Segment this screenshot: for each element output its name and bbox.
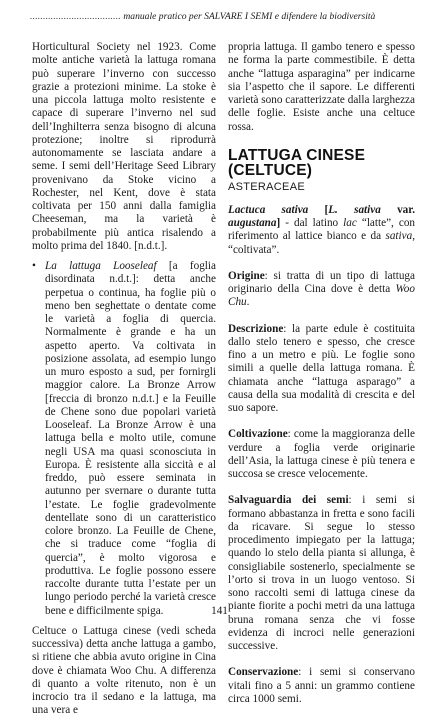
entry-title-line1: LATTUGA CINESE — [228, 146, 366, 164]
latin-bracket-open: [ — [308, 203, 329, 216]
origine-end: . — [246, 296, 250, 309]
section-salvaguardia — [228, 494, 415, 653]
etymology-lac: lac — [343, 217, 357, 229]
paragraph-celtuce-intro: Celtuce o Lattuga cinese (vedi scheda successiva) detta anche lattuga a gambo, si ritiene che abbia avuto origine in Cina dove è chiamata Woo Chu. A differenza di quanto a volte ritenuto, non è un incrocio tra il sedano e la lattuga, ma una vera e — [32, 624, 216, 717]
header-title: manuale pratico per SALVARE I SEMI e difendere la biodiversità — [123, 11, 376, 22]
latin-abbrev: L. sativa — [328, 203, 381, 216]
conservazione-label: Conservazione — [228, 666, 299, 679]
latin-name-paragraph — [228, 204, 415, 257]
origine-name: Woo Chu — [228, 283, 415, 309]
salvaguardia-label: Salvaguardia dei semi — [228, 494, 349, 507]
latin-var: var. — [380, 203, 415, 216]
running-header — [30, 10, 418, 24]
salvaguardia-text: : i semi si formano abbastanza in fretta e sono facili da ricavare. Si segue lo stesso procedimento impiegato per la lattuga; quando lo stelo della pianta si allunga, è consigliabile sostenerlo, specialmente se l’orto si trova in un luogo ventoso. Si sono raccolti semi di lattuga cinese da piante fiorite a pochi metri da una lattuga bruna romana senza che vi fosse evidenza di incroci nelle generazioni successive. — [228, 494, 415, 652]
conservazione-text: : i semi si conservano vitali fino a 5 anni: un grammo contiene circa 1000 semi. — [228, 666, 415, 705]
etymology-sativa: sativa — [385, 230, 413, 243]
origine-label: Origine — [228, 269, 265, 282]
descrizione-label: Descrizione — [228, 322, 284, 335]
coltivazione-text: : come la maggioranza delle verdure a foglia verde originarie dell’Asia, la lattuga cinese è più tenera e succosa se cresce velocemente. — [228, 428, 415, 480]
coltivazione-label: Coltivazione — [228, 428, 288, 441]
bullet-list — [32, 260, 216, 618]
section-origine — [228, 270, 415, 310]
looseleaf-name: La lattuga Looseleaf — [45, 260, 157, 272]
entry-title-line2: (CELTUCE) — [228, 161, 313, 179]
latin-variety: augustana — [228, 217, 277, 229]
paragraph-continuation: propria lattuga. Il gambo tenero e spesso ne forma la parte commestibile. È detta anche “lattuga asparagina” per indicarne sia l’aspetto che il sapore. Le differenti varietà sono caratterizzate dalla larghezza delle foglie. Esiste anche una celtuce rossa. — [228, 41, 415, 133]
header-leader-dots: ................................... — [30, 11, 121, 22]
origine-text: : si tratta di un tipo di lattuga originario della Cina dove è detta — [228, 269, 415, 295]
looseleaf-text: [a foglia disordinata n.d.t.]: detta anche perpetua o continua, ha foglie più o meno ben seghettate o dentate come le varietà a foglia di quercia. Normalmente è grande e ha un aspetto aperto. Va coltivata in posizione assolata, ad esempio lungo un muro esposto a sud, per fornirgli maggior calore. La Bronze Arrow [freccia di bronzo n.d.t.] e la Feuille de Chene sono due popolari varietà Looseleaf. La Bronze Arrow è una lattuga bella e molto utile, comune negli USA ma quasi sconosciuta in Europa. È resistente alla siccità e al freddo, può essere seminata in autunno per svernare o durante tutta l’estate. Le foglie gradevolmente dentellate sono di un caratteristico colore bronzo. La Feuille de Chene, che si traduce come “foglia di quercia”, è molto vigorosa e produttiva. Le foglie possono essere raccolte durante tutta l’estate per un lungo periodo perché la varietà cresce bene e difficilmente spiga. — [45, 260, 216, 617]
section-coltivazione — [228, 428, 415, 481]
entry-family: ASTERACEAE — [228, 180, 305, 193]
section-descrizione — [228, 323, 415, 416]
etymology-text-3: , “coltivata”. — [228, 230, 415, 256]
list-item-looseleaf — [32, 260, 216, 618]
entry-title — [228, 148, 415, 178]
bullet-icon: • — [32, 260, 36, 272]
page-number: 141 — [211, 605, 228, 617]
latin-genus-species: Lactuca sativa — [228, 203, 309, 216]
etymology-text-2: “latte”, con riferimento al lattice bianco e da — [228, 217, 416, 243]
descrizione-text: : la parte edule è costituita dallo stelo tenero e spesso, che cresce fino a un metro e più. Le foglie sono simili a quelle della lattuga romana. È chiamata anche “lattuga asparago” a causa della sua modalità di crescita e del suo sapore. — [228, 322, 415, 414]
latin-bracket-close: ] — [276, 217, 281, 229]
etymology-text-1: - dal latino — [280, 217, 344, 229]
section-conservazione — [228, 666, 415, 706]
paragraph-stoke-lettuce: Horticultural Society nel 1923. Come molte antiche varietà la lattuga romana può superare l’inverno con successo grazie a protezioni minime. La stoke è una piccola lattuga molto resistente e capace di superare l’inverno nel sud dell’Inghilterra senza bisogno di alcuna protezione; inoltre si riprodurrà autonomamente se lasciata andare a seme. I semi dell’Heritage Seed Library provenivano da Stoke vicino a Rochester, nel Kent, dove è stata coltivata per 150 anni dalla famiglia Cheeseman, ma la varietà è probabilmente più antica risalendo a molto prima del 1840. [n.d.t.]. — [32, 41, 216, 252]
